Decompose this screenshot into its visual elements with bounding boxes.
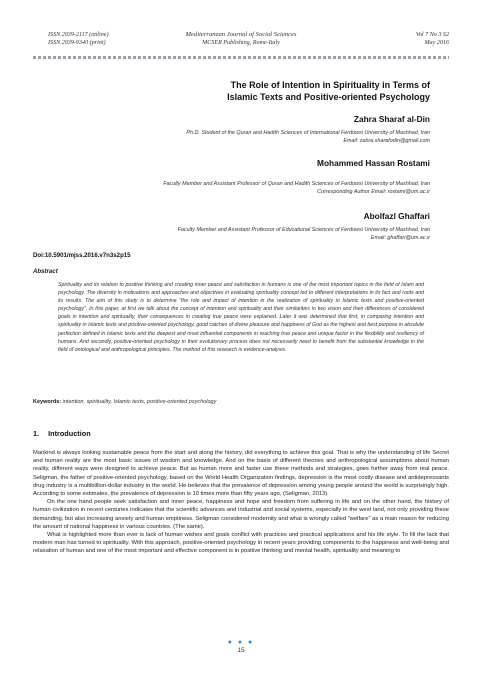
issue-block xyxy=(416,31,449,47)
body-text xyxy=(33,449,449,556)
doi: Doi:10.5901/mjss.2016.v7n3s2p15 xyxy=(33,252,131,259)
author-email: Email: ghaffari@um.ac.ir xyxy=(370,235,430,242)
running-header xyxy=(33,31,449,55)
paper-title-line-2: Islamic Texts and Positive-oriented Psychology xyxy=(227,92,430,102)
keywords-list: intention, spirituality, Islamic texts, positive-oriented psychology xyxy=(62,399,217,405)
abstract-text: Spirituality and its relation to positive thinking and creating inner peace and satisfaction in humans is one of the most important topics in the field of Islam and psychology. The diversity in motivations and approaches and objectives in evaluating spirituality concept led to different interpretations in its fact and roots and its results. The aim of this study is to determine "the role and impact of intention in the realization of spirituality in Islamic texts and positive-oriented psychology". In this paper, at first we talk about the concept of intention and spirituality and their similarities in two vision and then differences of considered goals in intention and spirituality, their consequences in creating true peace were explained. Later it was determined that first, in comparing intention and spirituality in Islamic texts and positive-oriented psychology, good catches of divine pleasure and happiness of God as the highest and best purpose in absolute perfection defined in Islamic texts and the deepest and most influential components in reaching true peace and unique factor in the flexibility and resiliency of humans. And secondly, positive-oriented psychology in their evolutionary process does not necessarily need to benefit from the substantial knowledge in the field of ontological and anthropological principles. The method of this research is evidence-analysis. xyxy=(58,282,424,353)
volume-info: Vol 7 No 3 S2 xyxy=(415,32,449,38)
affiliation-text: Faculty Member and Assistant Professor of Quran and Hadith Sciences of Ferdowsi University of Mashhad, Iran xyxy=(163,181,430,187)
header-divider xyxy=(33,56,449,59)
abstract-heading: Abstract xyxy=(33,268,58,275)
page-number: 15 xyxy=(237,647,245,654)
author-email: Corresponding Author Email: rostami@um.ac.ir xyxy=(317,189,430,196)
affiliation-text: Ph.D. Student of the Quran and Hadith Sciences of International Ferdowsi University of Mashhad, Iran xyxy=(186,130,430,136)
paper-title xyxy=(227,79,430,103)
publisher-name: MCSER Publishing, Rome-Italy xyxy=(202,40,280,46)
paragraph: On the one hand people seek satisfaction and inner peace, happiness and hope and freedom from suffering in life and on the other hand, the history of human civilization in recent centuries indicates that the scientific advances and industrial and social systems, especially in the west land, not only providing these demanding, but also increasing anxiety and human emptiness. Seligman considered modernity and what is wrongly called "welfare" as a main reason for reducing the amount of national happiness in various countries. (The same). xyxy=(33,499,449,530)
journal-block xyxy=(33,31,449,47)
issn-print: ISSN 2039-9340 (print) xyxy=(48,40,106,46)
paragraph: What is highlighted more than ever is lack of human wishes and goals conflict with practices and practical applications and his life style. To fill the lack that modern man has turned to spirituality. With this approach, positive-oriented psychology in recent years providing components to the happiness and well-being and relaxation of human and one of the most important and effective component is in positive thinking and mental health, spirituality and meaning to xyxy=(33,532,449,555)
author-affiliation-1 xyxy=(186,129,430,146)
author-affiliation-2 xyxy=(163,180,430,197)
author-name-2: Mohammed Hassan Rostami xyxy=(317,158,430,168)
affiliation-text: Faculty Member and Assistant Professor of Educational Sciences of Ferdowsi University of Mashhad, Iran xyxy=(177,227,430,233)
paragraph: Mankind is always looking sustainable peace from the start and along the history, did everything to achieve this goal. That is why the understanding of life Secret and human reality are the most basic issues of wisdom and knowledge. And on the basis of different theories and anthropological assumptions about human reality, different ways were designed to achieve peace. But as human more and faster use these methods and strategies, goes further away from real peace. Seligman, the father of positive-oriented psychology, based on the World Health Organization findings, depression is the most costly disease and antidepressants drug industry is a multibillion-dollar industry in the world. He believes that the prevalence of depression among young people around the world is surprisingly high. According to some estimates, the prevalence of depression is 10 times more than fifty years ago, (Seligman, 2013). xyxy=(33,450,449,498)
footer-dots: ● ● ● xyxy=(227,639,255,646)
section-number: 1. xyxy=(33,429,40,438)
keywords-line xyxy=(33,399,216,405)
author-affiliation-3 xyxy=(178,226,430,243)
author-name-1: Zahra Sharaf al-Din xyxy=(353,114,430,124)
section-title: Introduction xyxy=(48,429,91,438)
keywords-label: Keywords: xyxy=(33,399,62,405)
journal-name: Mediterranean Journal of Social Sciences xyxy=(185,31,297,38)
author-name-3: Abolfazl Ghaffari xyxy=(363,211,430,221)
author-email: Email: zahra.sharafodin@gmail.com xyxy=(343,138,430,145)
paper-title-line-1: The Role of Intention in Spirituality in Terms of xyxy=(230,80,430,90)
issue-date: May 2016 xyxy=(424,40,449,46)
issn-online: ISSN 2039-2117 (online) xyxy=(48,32,109,38)
section-heading xyxy=(33,429,91,438)
